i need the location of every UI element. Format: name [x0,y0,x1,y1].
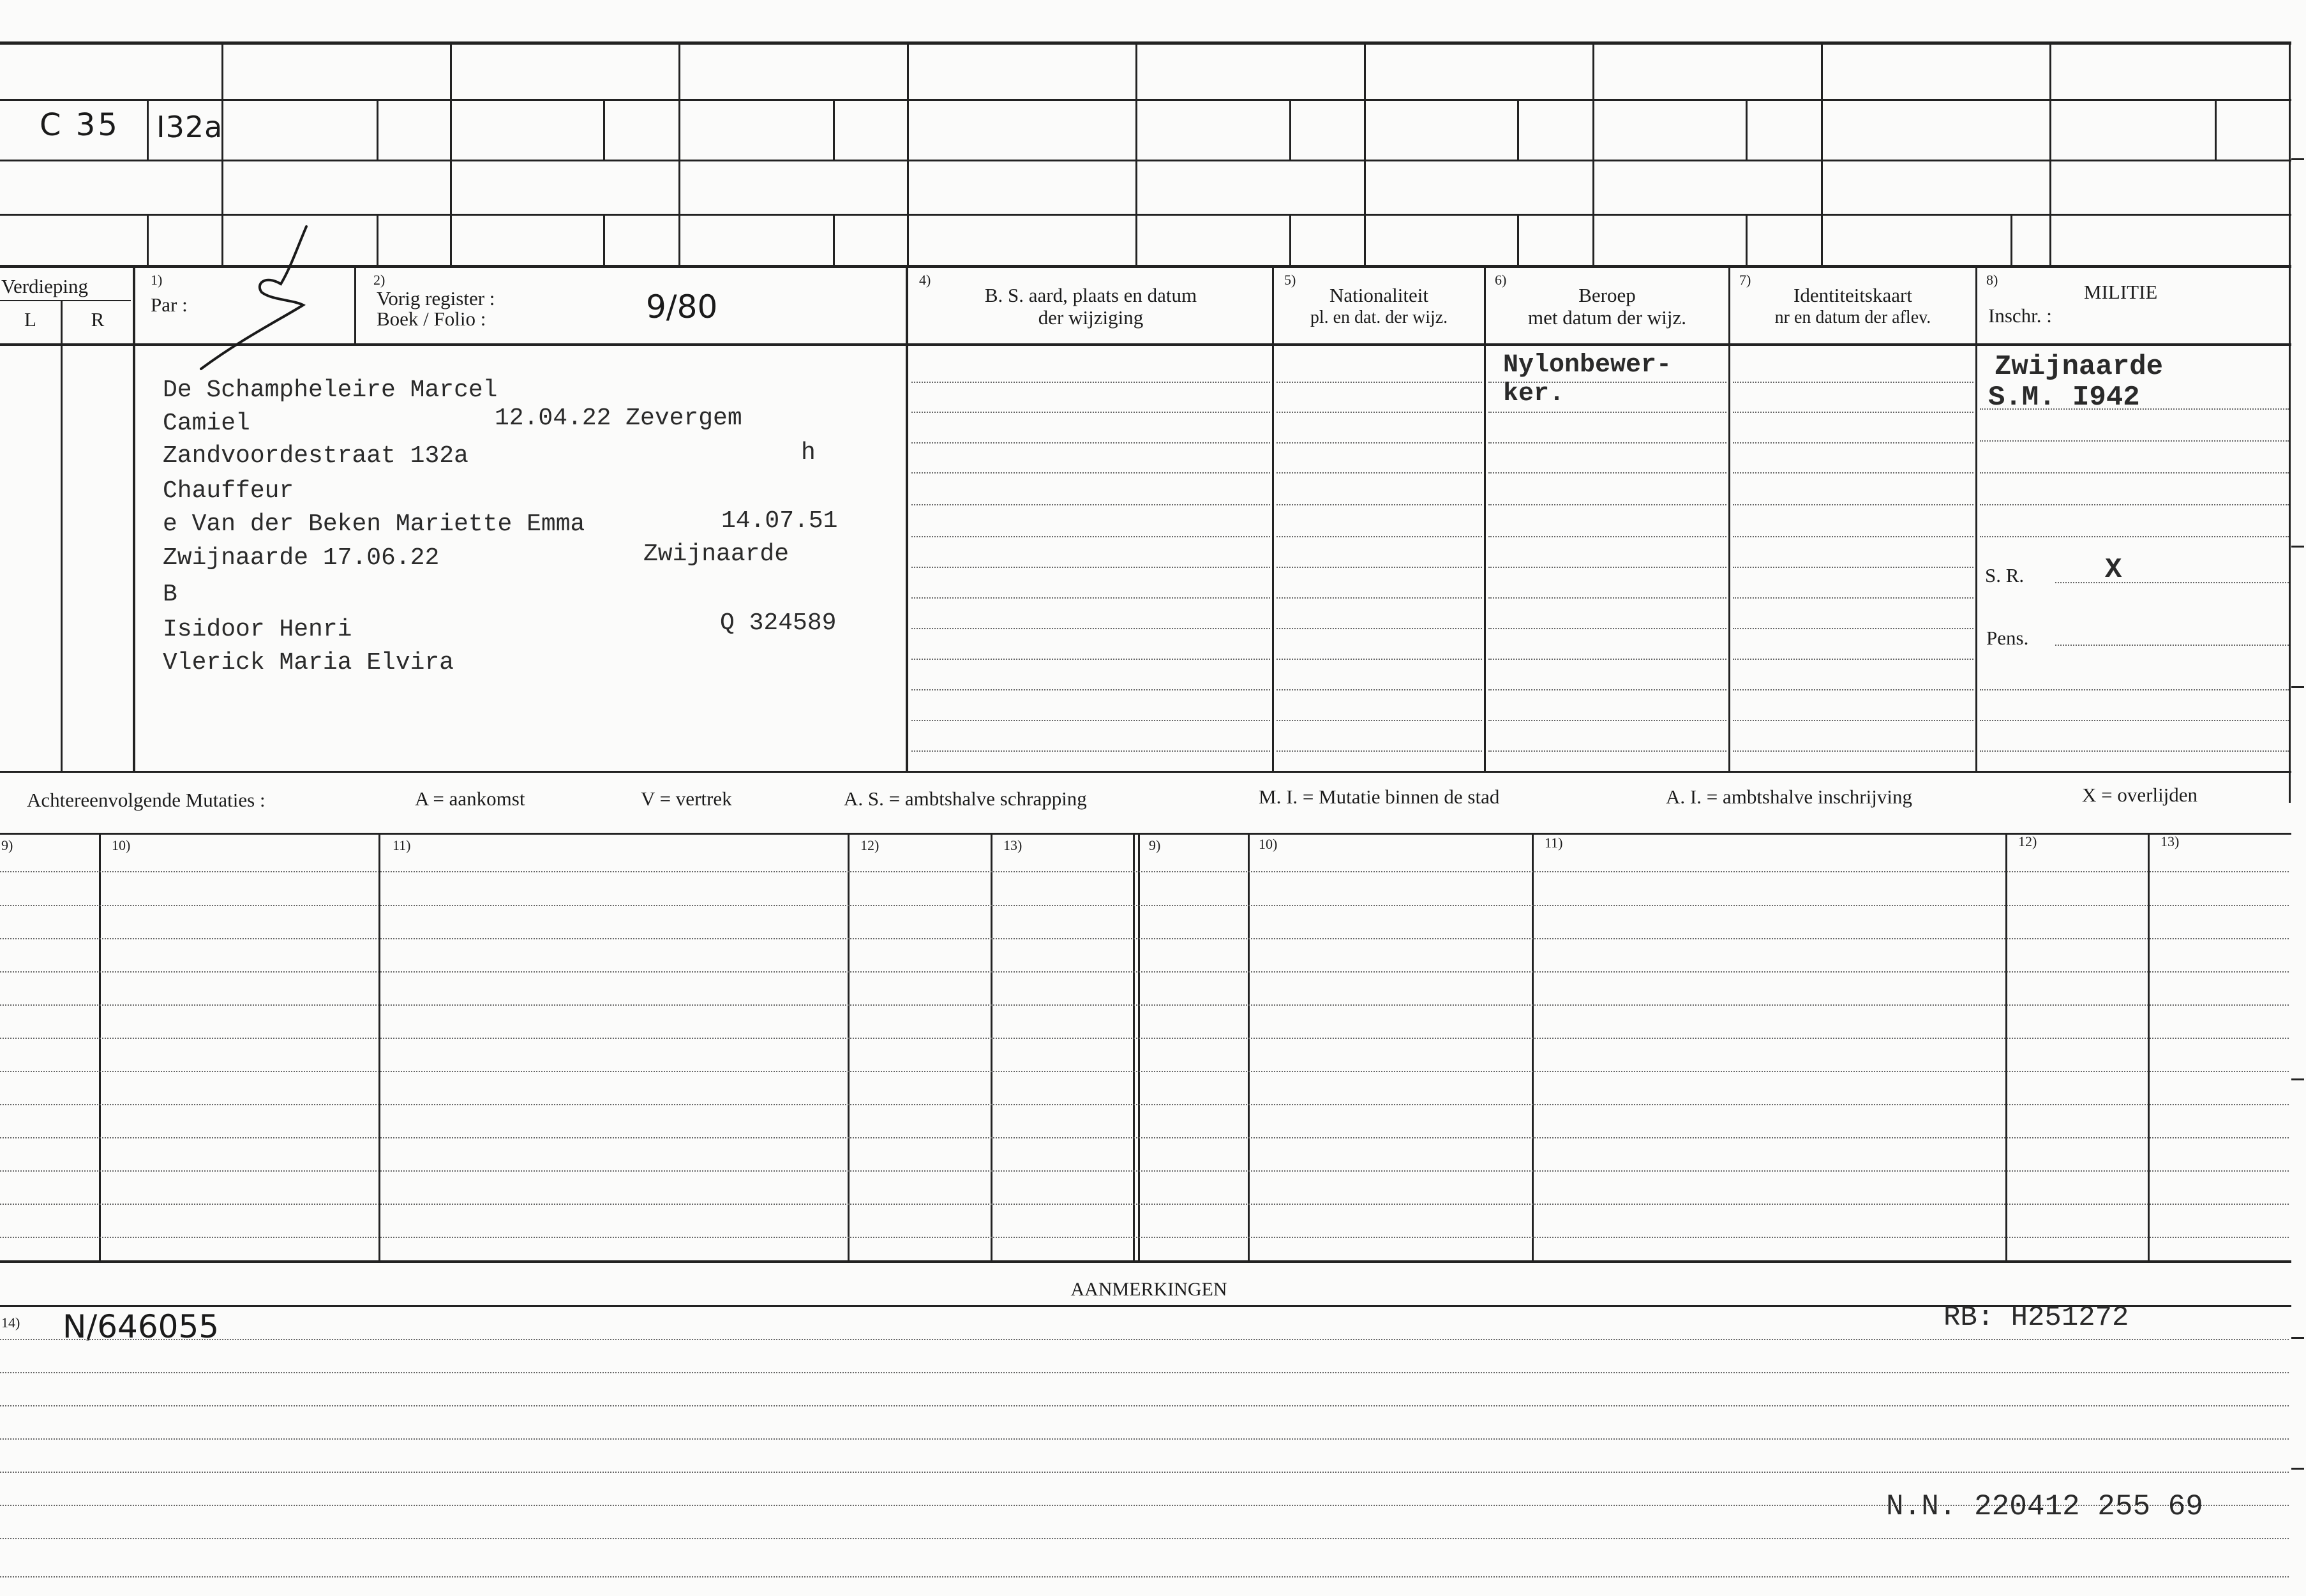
vorig-number: 2) [373,272,386,288]
mut-col10-left: 10) [112,837,131,853]
aanmerkingen-title: AANMERKINGEN [1070,1279,1227,1300]
person-nationality: B [163,581,177,608]
mutaties-title: Achtereenvolgende Mutaties : [27,789,266,811]
col-l-label: L [24,308,36,331]
mut-col9-left: 9) [1,837,13,853]
aanmerkingen-nn: N.N. 220412 255 69 [1886,1490,2203,1523]
beroep-number: 6) [1495,272,1507,288]
person-spouse: e Van der Beken Mariette Emma [163,511,585,538]
index-house-number: I32a [156,110,223,144]
bs-number: 4) [919,272,931,288]
aanmerkingen-reference: N/646055 [63,1308,220,1345]
mut-col12-left: 12) [860,837,880,853]
nat-header-line1: Nationaliteit [1329,284,1428,306]
mut-col13-right: 13) [2160,833,2180,849]
mutaties-top-rule [0,771,2291,773]
pens-label: Pens. [1986,627,2029,649]
bs-header-line1: B. S. aard, plaats en datum [984,284,1197,306]
vorig-register-label: Vorig register : [377,287,495,310]
mutaties-schrapping: A. S. = ambtshalve schrapping [844,787,1087,810]
person-father: Isidoor Henri [163,616,352,643]
beroep-value-line2: ker. [1503,380,1565,408]
sr-label: S. R. [1985,564,2025,586]
person-id-number: Q 324589 [720,609,837,637]
col-r-label: R [91,308,105,331]
mutaties-binnen-stad: M. I. = Mutatie binnen de stad [1259,786,1500,808]
index-code: C 35 [40,107,120,143]
militie-number: 8) [1986,272,1998,288]
person-address-mark: h [801,439,816,466]
nat-number: 5) [1284,272,1296,288]
militie-header: MILITIE [2084,281,2158,303]
mut-col10-right: 10) [1259,836,1278,852]
person-spouse-place: Zwijnaarde [643,541,790,568]
par-handwritten-mark [191,223,332,377]
mutaties-vertrek: V = vertrek [641,787,732,810]
ident-header-line2: nr en datum der aflev. [1774,308,1931,327]
vorig-register-value: 9/80 [646,288,718,325]
ident-header-line1: Identiteitskaart [1793,284,1912,306]
ident-number: 7) [1739,272,1751,288]
nat-header-line2: pl. en dat. der wijz. [1310,308,1448,327]
verdieping-label: Verdieping [1,275,89,297]
boek-folio-label: Boek / Folio : [377,308,486,330]
par-label: Par : [151,294,188,316]
mut-col9-right: 9) [1149,837,1161,853]
bs-header-line2: der wijziging [1038,306,1144,329]
person-marriage-date: 14.07.51 [721,507,838,535]
beroep-header-line2: met datum der wijz. [1528,306,1686,329]
person-birth: 12.04.22 Zevergem [495,405,742,432]
mutaties-overlijden: X = overlijden [2082,784,2198,806]
mutaties-inschrijving: A. I. = ambtshalve inschrijving [1666,786,1912,808]
aanmerkingen-number: 14) [1,1315,20,1331]
person-mother: Vlerick Maria Elvira [163,649,454,676]
par-number: 1) [151,272,163,288]
person-second-name: Camiel [163,410,250,437]
beroep-value-line1: Nylonbewer- [1503,351,1672,380]
aanmerkingen-rb: RB: H251272 [1943,1302,2129,1334]
beroep-header-line1: Beroep [1578,284,1636,306]
person-name: De Schampheleire Marcel [163,377,498,404]
mut-col11-right: 11) [1545,835,1563,851]
militie-place: Zwijnaarde [1995,351,2164,383]
person-address: Zandvoordestraat 132a [163,442,468,470]
mut-col11-left: 11) [393,837,411,853]
mut-col12-right: 12) [2018,833,2037,849]
militie-class: S.M. I942 [1988,382,2140,414]
sr-value: X [2105,554,2122,586]
mut-col13-left: 13) [1003,837,1022,853]
person-spouse-birth: Zwijnaarde 17.06.22 [163,544,440,572]
person-occupation: Chauffeur [163,477,294,505]
mutaties-aankomst: A = aankomst [415,787,525,810]
inschr-label: Inschr. : [1988,304,2052,327]
